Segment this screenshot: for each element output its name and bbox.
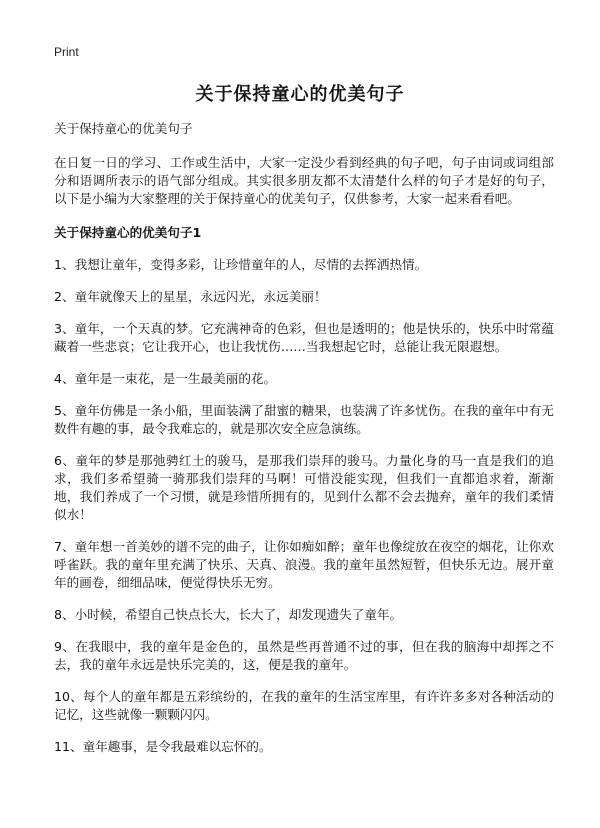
sentence-item: 9、在我眼中，我的童年是金色的，虽然是些再普通不过的事，但在我的脑海中却挥之不去，我的童年永远是快乐完美的，这，便是我的童年。 <box>54 639 554 672</box>
sentence-item: 4、童年是一束花，是一生最美丽的花。 <box>54 371 277 386</box>
sentence-item: 2、童年就像天上的星星，永远闪光，永远美丽！ <box>54 289 327 304</box>
sentence-item: 5、童年仿佛是一条小船，里面装满了甜蜜的糖果，也装满了许多忧伤。在我的童年中有无数件有趣的事，最令我难忘的，就是那次安全应急演练。 <box>54 403 554 436</box>
sentence-item: 6、童年的梦是那弛骋红土的骏马，是那我们崇拜的骏马。力量化身的马一直是我们的追求，我们多希望骑一骑那我们崇拜的马啊！可惜没能实现，但我们一直都追求着，渐渐地，我们养成了一个习惯，就是珍惜所拥有的，见到什么都不会去抛弃，童年的我们柔情似水！ <box>54 453 554 522</box>
document-subtitle: 关于保持童心的优美句子 <box>54 121 193 136</box>
section-heading: 关于保持童心的优美句子1 <box>54 225 202 240</box>
sentence-item: 1、我想让童年，变得多彩，让珍惜童年的人，尽情的去挥洒热情。 <box>54 257 428 272</box>
sentence-item: 3、童年，一个天真的梦。它充满神奇的色彩，但也是透明的；他是快乐的，快乐中时常蕴藏着一些悲哀；它让我开心，也让我忧伤……当我想起它时，总能让我无限遐想。 <box>54 321 554 354</box>
sentence-item: 7、童年想一首美妙的谱不完的曲子，让你如痴如醉；童年也像绽放在夜空的烟花，让你欢呼雀跃。我的童年里充满了快乐、天真、浪漫。我的童年虽然短暂，但快乐无边。展开童年的画卷，细细品味，便觉得快乐无穷。 <box>54 539 554 590</box>
document-body <box>54 120 554 770</box>
intro-paragraph: 在日复一日的学习、工作或生活中，大家一定没少看到经典的句子吧，句子由词或词组部分和语调所表示的语气部分组成。其实很多朋友都不太清楚什么样的句子才是好的句子，以下是小编为大家整理的关于保持童心的优美句子，仅供参考，大家一起来看看吧。 <box>54 155 554 206</box>
sentence-item: 8、小时候，希望自己快点长大，长大了，却发现遗失了童年。 <box>54 607 403 622</box>
sentence-item: 10、每个人的童年都是五彩缤纷的，在我的童年的生活宝库里，有许许多多对各种活动的记忆，这些就像一颗颗闪闪。 <box>54 689 554 722</box>
print-link[interactable]: Print <box>54 45 79 59</box>
page-title: 关于保持童心的优美句子 <box>195 84 405 105</box>
sentence-item: 11、童年趣事，是令我最难以忘怀的。 <box>54 739 272 754</box>
